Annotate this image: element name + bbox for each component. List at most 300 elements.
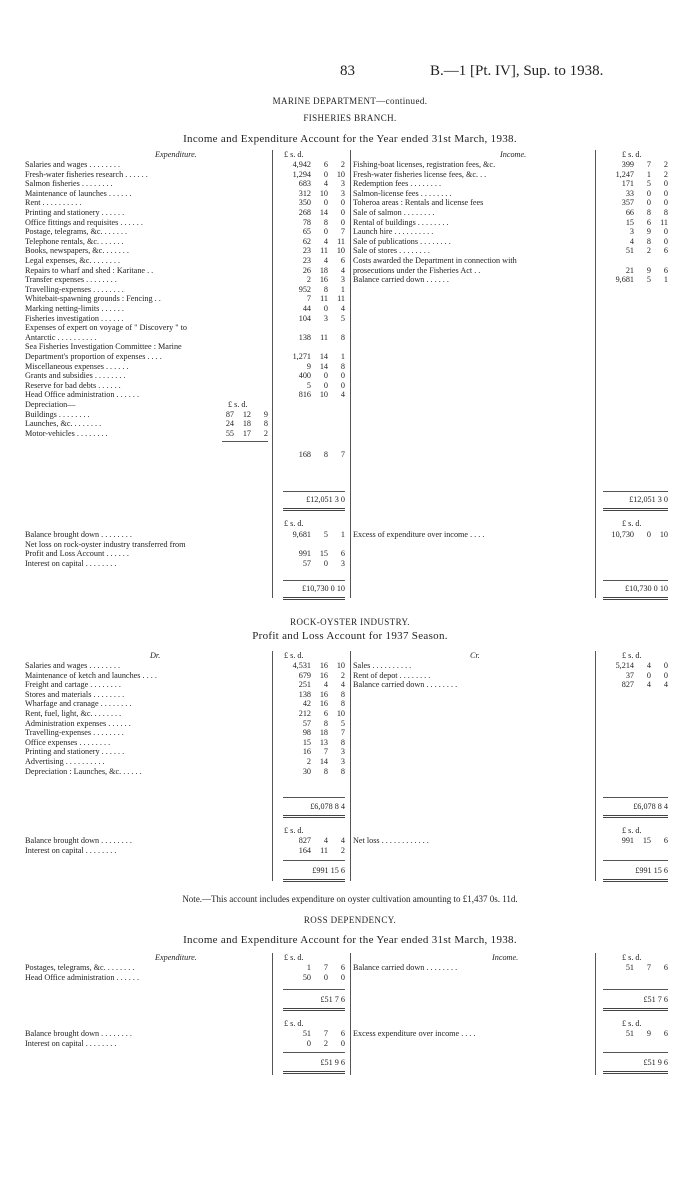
ledger-row (25, 699, 353, 708)
amount-pence: 1 (340, 284, 345, 294)
ledger-label: Rental of buildings . . . . . . . . (353, 217, 449, 227)
ledger-row (25, 410, 276, 419)
amount-shillings: 14 (319, 208, 328, 217)
amount-shillings: 16 (319, 275, 328, 285)
amount-shillings: 5 (323, 530, 328, 539)
total-left: £12,051 3 0 (306, 495, 345, 504)
ledger-label: Sale of salmon . . . . . . . . (353, 208, 435, 217)
amount-pounds: 138 (298, 332, 311, 342)
ledger-row (25, 1029, 353, 1038)
ledger-label: Antarctic . . . . . . . . . . (25, 332, 97, 342)
amount-shillings: 8 (323, 284, 328, 294)
ledger-row (25, 429, 276, 438)
amount-pence: 6 (663, 1029, 668, 1038)
amount-shillings: 10 (319, 188, 328, 198)
amount-pence: 0 (663, 661, 668, 670)
ledger-label: prosecutions under the Fisheries Act . . (353, 265, 481, 275)
amount-pence: 2 (263, 428, 268, 438)
ross-total-left: £51 7 6 (320, 995, 345, 1004)
ross-total2-left: £51 9 6 (320, 1058, 345, 1067)
amount-pounds: 10,730 (611, 530, 634, 539)
amount-shillings: 8 (323, 766, 328, 776)
ledger-label: Costs awarded the Department in connection with (353, 256, 517, 265)
amount-pence: 10 (336, 661, 345, 670)
amount-pounds: 5,214 (615, 661, 634, 670)
ledger-row (25, 1039, 353, 1048)
amount-pounds: 42 (302, 699, 311, 709)
oyster-title: Profit and Loss Account for 1937 Season. (252, 630, 448, 642)
amount-shillings: 4 (646, 661, 651, 670)
ledger-label: Redemption fees . . . . . . . . (353, 179, 441, 189)
ledger-label: Head Office administration . . . . . . (25, 390, 139, 400)
ledger-row (353, 160, 676, 169)
amount-pounds: 30 (302, 766, 311, 776)
amount-pence: 0 (663, 188, 668, 198)
lsd-heading-left-2: £ s. d. (284, 519, 304, 528)
ross-inc-heading: Income. (492, 953, 519, 962)
amount-pence: 5 (340, 718, 345, 728)
ledger-label: Fresh-water fisheries license fees, &c. . . (353, 169, 487, 179)
amount-pence: 3 (340, 558, 345, 568)
amount-pounds: 827 (298, 836, 311, 845)
amount-pence: 0 (340, 208, 345, 217)
ledger-row (353, 836, 676, 845)
ledger-label: Toheroa areas : Rentals and license fees (353, 198, 484, 208)
ledger-row (353, 198, 676, 207)
oyster-total2-left: £991 15 6 (312, 866, 345, 875)
amount-pounds: 4,531 (292, 661, 311, 670)
ledger-row (25, 661, 353, 670)
ledger-row (25, 304, 353, 313)
amount-pounds: 26 (302, 265, 311, 275)
ledger-label: Balance carried down . . . . . . . . (353, 680, 458, 690)
amount-pence: 0 (340, 1038, 345, 1048)
ledger-label: Books, newspapers, &c. . . . . . . (25, 246, 129, 256)
amount-pounds: 65 (302, 227, 311, 237)
amount-shillings: 7 (323, 1029, 328, 1038)
ross-lsd-right: £ s. d. (622, 953, 642, 962)
ledger-row (25, 323, 353, 332)
amount-shillings: 7 (646, 963, 651, 972)
amount-pence: 6 (663, 963, 668, 972)
ledger-row (25, 198, 353, 207)
amount-shillings: 16 (319, 699, 328, 709)
amount-pounds: 952 (298, 284, 311, 294)
amount-pence: 10 (659, 530, 668, 539)
ledger-label: Reserve for bad debts . . . . . . (25, 380, 121, 390)
ledger-label: Printing and stationery . . . . . . (25, 208, 125, 217)
amount-shillings: 2 (323, 1038, 328, 1048)
depreciation-total-amount: 8 (323, 450, 328, 459)
amount-shillings: 0 (323, 371, 328, 381)
ledger-label: Grants and subsidies . . . . . . . . (25, 371, 126, 381)
ledger-row (25, 227, 353, 236)
ledger-row (25, 549, 353, 558)
ledger-row (25, 333, 353, 342)
total-rule (283, 491, 345, 492)
ledger-label: Freight and cartage . . . . . . . . (25, 680, 121, 690)
running-head: B.—1 [Pt. IV], Sup. to 1938. (430, 63, 604, 79)
amount-pounds: 15 (625, 217, 634, 227)
ledger-row (25, 747, 353, 756)
total-right: £12,051 3 0 (629, 495, 668, 504)
amount-shillings: 6 (323, 160, 328, 169)
amount-shillings: 16 (319, 670, 328, 680)
amount-shillings: 4 (323, 179, 328, 189)
amount-pounds: 399 (621, 160, 634, 169)
amount-pence: 0 (340, 217, 345, 227)
ledger-label: Salaries and wages . . . . . . . . (25, 160, 121, 169)
ledger-label: Expenses of expert on voyage of " Discovery " to (25, 323, 187, 333)
ledger-label: Travelling-expenses . . . . . . . . (25, 284, 124, 294)
total2-left: £10,730 0 10 (302, 584, 345, 593)
amount-pence: 2 (663, 169, 668, 179)
ledger-row (25, 419, 276, 428)
ledger-label: Maintenance of ketch and launches . . . . (25, 670, 157, 680)
oyster-lsd-left: £ s. d. (284, 651, 304, 660)
ledger-label: Stores and materials . . . . . . . . (25, 689, 125, 699)
department-heading: MARINE DEPARTMENT—continued. (272, 96, 428, 106)
amount-pounds: 21 (625, 265, 634, 275)
amount-shillings: 0 (323, 380, 328, 390)
ledger-label: Marking netting-limits . . . . . . (25, 304, 124, 313)
amount-pence: 6 (663, 836, 668, 845)
ledger-label: Whitebait-spawning grounds : Fencing . . (25, 294, 161, 304)
ledger-row (353, 266, 676, 275)
ledger-label: Postages, telegrams, &c. . . . . . . . (25, 963, 135, 972)
amount-pence: 4 (340, 390, 345, 400)
amount-shillings: 11 (320, 332, 328, 342)
ledger-row (25, 371, 353, 380)
amount-pence: 4 (340, 836, 345, 845)
amount-pounds: 4 (629, 236, 634, 246)
amount-shillings: 0 (646, 670, 651, 680)
ledger-label: Administration expenses . . . . . . (25, 718, 131, 728)
amount-pounds: 1 (306, 963, 311, 972)
amount-pence: 8 (340, 332, 345, 342)
amount-shillings: 18 (319, 265, 328, 275)
ross-lsd-left-2: £ s. d. (284, 1019, 304, 1028)
amount-pounds: 991 (621, 836, 634, 845)
amount-pence: 0 (663, 179, 668, 189)
ledger-label: Sales . . . . . . . . . . (353, 661, 412, 670)
ledger-label: Sale of stores . . . . . . . . (353, 246, 430, 256)
ledger-row (353, 189, 676, 198)
amount-pence: 8 (263, 419, 268, 429)
amount-pence: 10 (336, 169, 345, 179)
amount-pounds: 57 (302, 558, 311, 568)
lsd-heading-right: £ s. d. (622, 150, 642, 159)
ledger-row (25, 352, 353, 361)
amount-shillings: 4 (323, 836, 328, 845)
amount-pence: 2 (340, 845, 345, 855)
ledger-row (25, 836, 353, 845)
ledger-label: Legal expenses, &c. . . . . . . . (25, 256, 121, 265)
amount-pounds: 1,271 (292, 352, 311, 361)
amount-pence: 2 (340, 670, 345, 680)
amount-pence: 8 (663, 208, 668, 217)
ledger-label: Sale of publications . . . . . . . . (353, 236, 451, 246)
amount-pence: 3 (340, 757, 345, 766)
amount-shillings: 7 (323, 747, 328, 757)
amount-pence: 8 (340, 689, 345, 699)
amount-shillings: 15 (319, 549, 328, 559)
amount-pence: 8 (340, 737, 345, 747)
amount-shillings: 9 (646, 265, 651, 275)
amount-pounds: 7 (306, 294, 311, 304)
amount-pounds: 4,942 (292, 160, 311, 169)
amount-pence: 0 (340, 371, 345, 381)
oyster-lsd-left-2: £ s. d. (284, 826, 304, 835)
ledger-row (25, 314, 353, 323)
amount-pounds: 683 (298, 179, 311, 189)
ledger-label: Launch hire . . . . . . . . . . (353, 227, 434, 237)
amount-pence: 10 (336, 709, 345, 718)
amount-pounds: 50 (302, 972, 311, 982)
ross-exp-heading: Expenditure. (155, 953, 197, 962)
ledger-label: Fisheries investigation . . . . . . (25, 313, 124, 323)
ledger-row (353, 680, 676, 689)
amount-pounds: 55 (225, 428, 234, 438)
ledger-label: Balance carried down . . . . . . (353, 275, 449, 285)
amount-pence: 3 (340, 275, 345, 285)
ledger-label: Salmon-license fees . . . . . . . . (353, 188, 452, 198)
ledger-row (353, 661, 676, 670)
amount-shillings: 9 (646, 227, 651, 237)
depreciation-label: Depreciation— (25, 400, 76, 409)
ledger-label: Travelling-expenses . . . . . . . . (25, 728, 124, 738)
amount-pence: 1 (340, 352, 345, 361)
ledger-row (353, 256, 676, 265)
ledger-row (25, 285, 353, 294)
ledger-label: Launches, &c. . . . . . . . (25, 419, 102, 429)
amount-pence: 2 (340, 160, 345, 169)
amount-pence: 0 (340, 198, 345, 208)
ledger-row (25, 767, 353, 776)
ledger-row (25, 342, 353, 351)
lsd-heading-left: £ s. d. (284, 150, 304, 159)
ledger-row (25, 294, 353, 303)
ledger-row (353, 208, 676, 217)
amount-shillings: 7 (646, 160, 651, 169)
amount-pounds: 51 (625, 246, 634, 256)
amount-pounds: 66 (625, 208, 634, 217)
amount-pence: 6 (340, 1029, 345, 1038)
amount-shillings: 18 (242, 419, 251, 429)
amount-pounds: 23 (302, 246, 311, 256)
amount-shillings: 6 (323, 709, 328, 718)
ledger-row (25, 757, 353, 766)
amount-pence: 0 (663, 236, 668, 246)
amount-shillings: 10 (319, 390, 328, 400)
ledger-label: Depreciation : Launches, &c. . . . . . (25, 766, 142, 776)
amount-pounds: 5 (306, 380, 311, 390)
ledger-label: Postage, telegrams, &c. . . . . . . (25, 227, 128, 237)
amount-shillings: 6 (646, 217, 651, 227)
amount-pounds: 268 (298, 208, 311, 217)
amount-pounds: 51 (625, 963, 634, 972)
ledger-label: Balance brought down . . . . . . . . (25, 530, 132, 539)
ledger-label: Telephone rentals, &c. . . . . . . (25, 236, 124, 246)
ross-heading: ROSS DEPENDENCY. (303, 915, 397, 925)
ledger-row (25, 237, 353, 246)
amount-pence: 10 (336, 246, 345, 256)
amount-pence: 6 (340, 549, 345, 559)
amount-pounds: 57 (302, 718, 311, 728)
amount-shillings: 4 (323, 680, 328, 690)
amount-pounds: 9,681 (615, 275, 634, 285)
ledger-row (25, 160, 353, 169)
depreciation-total (277, 450, 347, 459)
ledger-row (25, 973, 353, 982)
amount-pence: 3 (340, 747, 345, 757)
ledger-label: Office expenses . . . . . . . . (25, 737, 111, 747)
ledger-label: Salaries and wages . . . . . . . . (25, 661, 121, 670)
amount-pence: 11 (337, 294, 345, 304)
ledger-row (353, 227, 676, 236)
branch-heading: FISHERIES BRANCH. (303, 113, 397, 123)
amount-pence: 4 (340, 304, 345, 313)
ledger-row (25, 170, 353, 179)
ledger-row (25, 256, 353, 265)
amount-pence: 1 (340, 530, 345, 539)
amount-pounds: 9,681 (292, 530, 311, 539)
amount-pence: 2 (663, 160, 668, 169)
amount-shillings: 3 (323, 313, 328, 323)
amount-shillings: 14 (319, 757, 328, 766)
ledger-label: Buildings . . . . . . . . (25, 409, 90, 419)
ledger-row (25, 208, 353, 217)
amount-pence: 5 (340, 313, 345, 323)
amount-pounds: 23 (302, 256, 311, 265)
ledger-row (353, 963, 676, 972)
ledger-label: Printing and stationery . . . . . . (25, 747, 125, 757)
amount-pounds: 357 (621, 198, 634, 208)
ledger-label: Balance brought down . . . . . . . . (25, 1029, 132, 1038)
ledger-label: Wharfage and cranage . . . . . . . . (25, 699, 132, 709)
ledger-row (25, 218, 353, 227)
ledger-label: Miscellaneous expenses . . . . . . (25, 361, 129, 371)
amount-pence: 0 (340, 380, 345, 390)
amount-shillings: 2 (646, 246, 651, 256)
amount-pounds: 679 (298, 670, 311, 680)
amount-pence: 11 (660, 217, 668, 227)
ledger-row (25, 709, 353, 718)
ledger-label: Rent, fuel, light, &c. . . . . . . . (25, 709, 122, 718)
amount-shillings: 8 (323, 217, 328, 227)
amount-pounds: 24 (225, 419, 234, 429)
ross-total2-right: £51 9 6 (643, 1058, 668, 1067)
ledger-row (25, 690, 353, 699)
amount-pounds: 816 (298, 390, 311, 400)
amount-pounds: 87 (225, 409, 234, 419)
oyster-note: Note.—This account includes expenditure on oyster cultivation amounting to £1,437 0s. 11d. (182, 894, 518, 904)
ledger-row (25, 266, 353, 275)
amount-pounds: 9 (306, 361, 311, 371)
amount-shillings: 0 (323, 198, 328, 208)
amount-shillings: 1 (646, 169, 651, 179)
ledger-row (25, 540, 353, 549)
ledger-label: Balance brought down . . . . . . . . (25, 836, 132, 845)
amount-pounds: 33 (625, 188, 634, 198)
depreciation-total-amount: 7 (340, 450, 345, 459)
amount-pence: 0 (663, 670, 668, 680)
amount-shillings: 9 (646, 1029, 651, 1038)
amount-pounds: 164 (298, 845, 311, 855)
amount-shillings: 16 (319, 689, 328, 699)
amount-pence: 1 (663, 275, 668, 285)
income-heading: Income. (500, 150, 527, 159)
amount-shillings: 0 (323, 169, 328, 179)
ledger-row (353, 530, 676, 539)
ledger-row (353, 218, 676, 227)
amount-pence: 4 (663, 680, 668, 690)
ledger-label: Balance carried down . . . . . . . . (353, 963, 458, 972)
amount-pounds: 1,294 (292, 169, 311, 179)
ledger-row (25, 189, 353, 198)
ross-lsd-left: £ s. d. (284, 953, 304, 962)
amount-shillings: 5 (646, 275, 651, 285)
oyster-heading: ROCK-OYSTER INDUSTRY. (290, 617, 410, 627)
ledger-row (25, 728, 353, 737)
amount-pence: 8 (340, 766, 345, 776)
ledger-row (353, 275, 676, 284)
account-title: Income and Expenditure Account for the Year ended 31st March, 1938. (183, 133, 517, 145)
ledger-label: Salmon fisheries . . . . . . . . (25, 179, 113, 189)
ledger-row (25, 530, 353, 539)
amount-pounds: 37 (625, 670, 634, 680)
amount-pounds: 44 (302, 304, 311, 313)
amount-shillings: 8 (646, 208, 651, 217)
ledger-label: Transfer expenses . . . . . . . . (25, 275, 117, 285)
amount-shillings: 0 (646, 188, 651, 198)
ledger-label: Excess of expenditure over income . . . . (353, 530, 485, 539)
ledger-row (353, 237, 676, 246)
ledger-row (25, 362, 353, 371)
depreciation-lsd: £ s. d. (228, 400, 248, 409)
dr-heading: Dr. (150, 651, 161, 660)
depreciation-total-amount: 168 (298, 450, 311, 459)
amount-pence: 4 (340, 680, 345, 690)
amount-shillings: 4 (646, 680, 651, 690)
amount-pence: 3 (340, 188, 345, 198)
page-number: 83 (340, 63, 355, 79)
ledger-row (353, 671, 676, 680)
amount-pounds: 2 (306, 757, 311, 766)
ledger-label: Interest on capital . . . . . . . . (25, 558, 117, 568)
lsd-heading-right-2: £ s. d. (622, 519, 642, 528)
amount-pounds: 350 (298, 198, 311, 208)
ledger-label: Sea Fisheries Investigation Committee : Marine (25, 342, 182, 352)
amount-pence: 6 (340, 256, 345, 265)
ledger-row (353, 170, 676, 179)
amount-pence: 8 (340, 361, 345, 371)
ledger-label: Department's proportion of expenses . . . . (25, 352, 162, 361)
amount-shillings: 8 (323, 718, 328, 728)
amount-pence: 7 (340, 227, 345, 237)
amount-pounds: 400 (298, 371, 311, 381)
ledger-label: Office fittings and requisites . . . . . . (25, 217, 143, 227)
ledger-row (25, 846, 353, 855)
ledger-row (25, 381, 353, 390)
amount-pounds: 212 (298, 709, 311, 718)
amount-pounds: 1,247 (615, 169, 634, 179)
ledger-row (25, 963, 353, 972)
oyster-lsd-right: £ s. d. (622, 651, 642, 660)
amount-pence: 8 (340, 699, 345, 709)
amount-shillings: 14 (319, 352, 328, 361)
ledger-label: Fishing-boat licenses, registration fees, &c. (353, 160, 496, 169)
